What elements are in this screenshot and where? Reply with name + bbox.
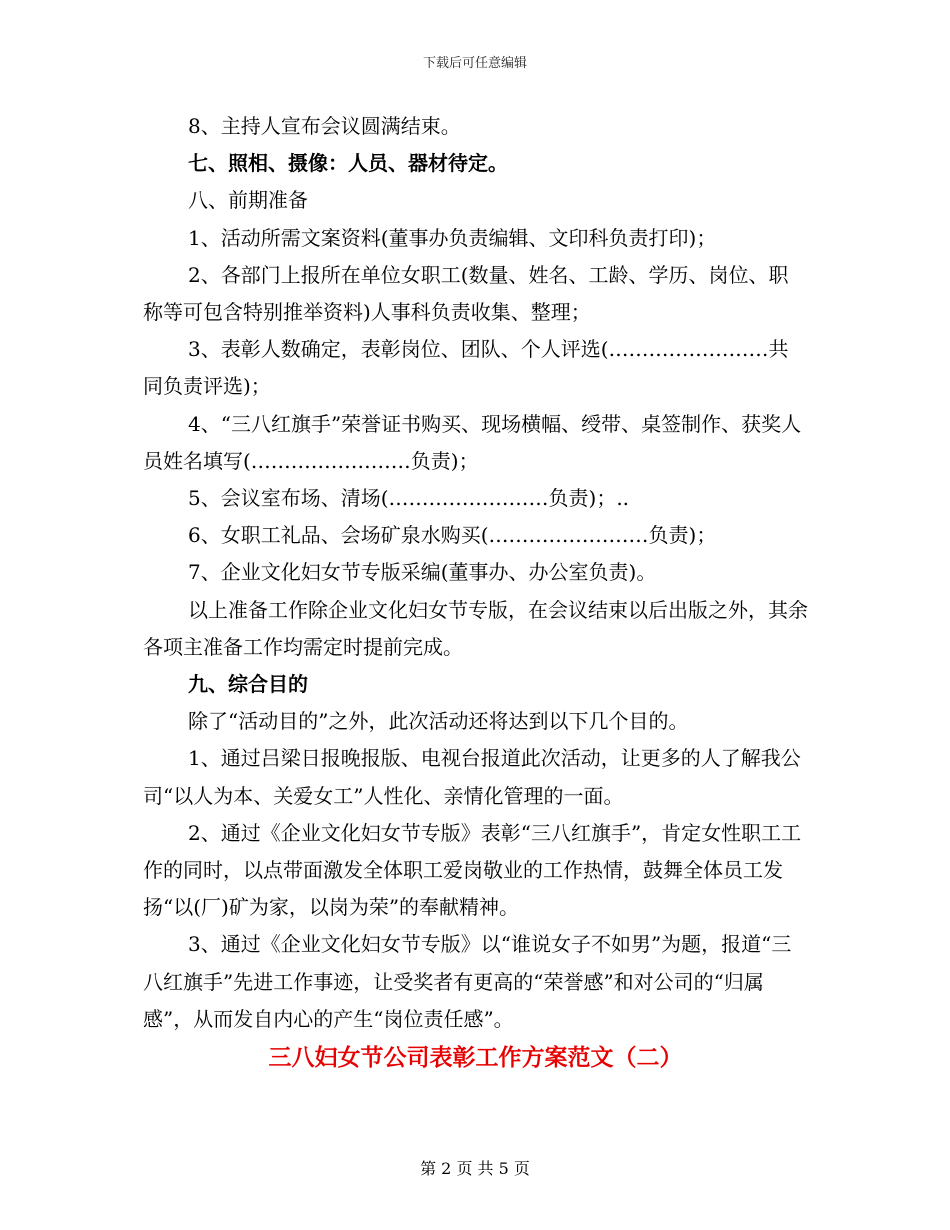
page-footer: 第 2 页 共 5 页 — [420, 1159, 530, 1178]
paragraph-prep-6: 6、女职工礼品、会场矿泉水购买(……………………负责)； — [188, 523, 717, 548]
paragraph-prep-3: 3、表彰人数确定，表彰岗位、团队、个人评选(……………………共同负责评选)； — [143, 337, 789, 399]
heading-section-9: 九、综合目的 — [188, 672, 308, 697]
paragraph-prep-4: 4、“三八红旗手”荣誉证书购买、现场横幅、绶带、桌签制作、获奖人员姓名填写(……………………负责)； — [143, 411, 802, 473]
paragraph-prep-summary: 以上准备工作除企业文化妇女节专版，在会议结束以后出版之外，其余各项主准备工作均需定时提前完成。 — [143, 597, 808, 659]
paragraph-prep-7: 7、企业文化妇女节专版采编(董事办、办公室负责)。 — [188, 560, 657, 585]
section-title: 三八妇女节公司表彰工作方案范文（二） — [268, 1044, 683, 1072]
paragraph-goal-3: 3、通过《企业文化妇女节专版》以“谁说女子不如男”为题，报道“三八红旗手”先进工作事迹，让受奖者有更高的“荣誉感”和对公司的“归属感”，从而发自内心的产生“岗位责任感”。 — [143, 932, 792, 1031]
paragraph-prep-2: 2、各部门上报所在单位女职工(数量、姓名、工龄、学历、岗位、职称等可包含特别推举资料)人事科负责收集、整理； — [143, 262, 789, 325]
paragraph-item-8: 8、主持人宣布会议圆满结束。 — [188, 114, 461, 138]
paragraph-prep-5: 5、会议室布场、清场(……………………负责)；.. — [188, 486, 630, 511]
paragraph-goals-intro: 除了“活动目的”之外，此次活动还将达到以下几个目的。 — [188, 709, 689, 734]
page-header: 下载后可任意编辑 — [422, 56, 527, 71]
paragraph-prep-1: 1、活动所需文案资料(董事办负责编辑、文印科负责打印)； — [188, 225, 717, 250]
document-body — [143, 108, 808, 1078]
heading-section-7: 七、照相、摄像：人员、器材待定。 — [188, 151, 508, 176]
paragraph-goal-2: 2、通过《企业文化妇女节专版》表彰“三八红旗手”，肯定女性职工工作的同时，以点带面激发全体职工爱岗敬业的工作热情，鼓舞全体员工发扬“以(厂)矿为家，以岗为荣”的奉献精神。 — [143, 820, 802, 920]
paragraph-goal-1: 1、通过吕梁日报晚报版、电视台报道此次活动，让更多的人了解我公司“以人为本、关爱女工”人性化、亲情化管理的一面。 — [143, 746, 801, 808]
heading-section-8: 八、前期准备 — [188, 188, 308, 213]
